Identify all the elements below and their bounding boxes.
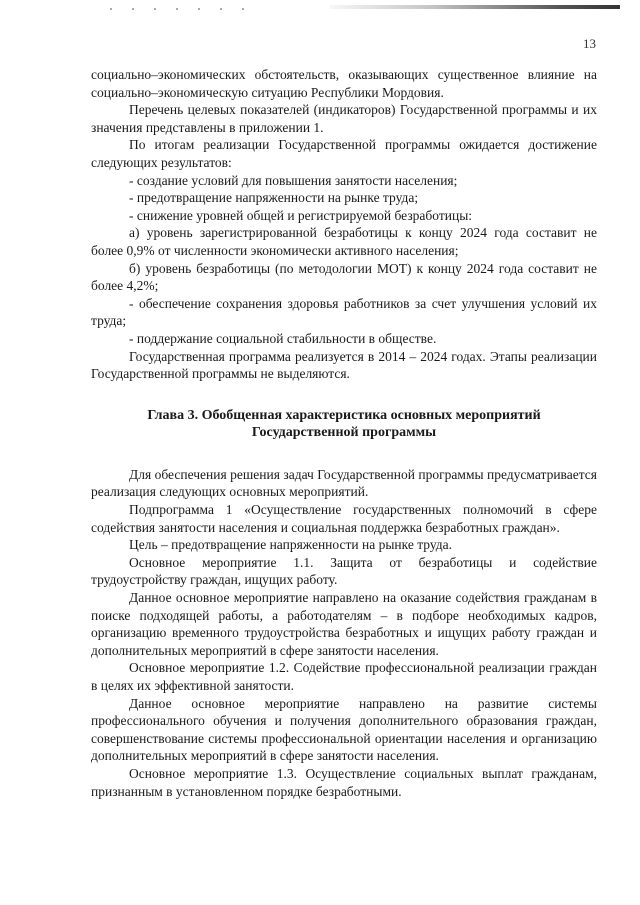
paragraph: Основное мероприятие 1.1. Защита от безработицы и содействие трудоустройству граждан, ищущих работу.	[91, 554, 597, 588]
paragraph: Для обеспечения решения задач Государственной программы предусматривается реализация следующих основных мероприятий.	[91, 466, 597, 500]
list-item: - снижение уровней общей и регистрируемой безработицы:	[129, 207, 473, 223]
list-item: б) уровень безработицы (по методологии МОТ) к концу 2024 года составит не более 4,2%;	[91, 260, 597, 294]
chapter-heading: Глава 3. Обобщенная характеристика основных мероприятий Государственной программы	[147, 407, 541, 441]
paragraph: Государственная программа реализуется в 2014 – 2024 годах. Этапы реализации Государственной программы не выделяются.	[91, 348, 597, 382]
list-item: а) уровень зарегистрированной безработицы к концу 2024 года составит не более 0,9% от численности экономически активного населения;	[91, 225, 597, 258]
list-item: - обеспечение сохранения здоровья работников за счет улучшения условий их труда;	[91, 295, 597, 329]
list-item: - предотвращение напряженности на рынке труда;	[129, 190, 419, 206]
paragraph: Основное мероприятие 1.3. Осуществление социальных выплат гражданам, признанным в установленном порядке безработными.	[91, 765, 597, 799]
paragraph: социально–экономических обстоятельств, оказывающих существенное влияние на социально–экономическую ситуацию Республики Мордовия.	[91, 67, 597, 100]
page-number: 13	[583, 36, 596, 51]
paragraph: По итогам реализации Государственной программы ожидается достижение следующих результатов:	[91, 137, 597, 170]
paragraph: Перечень целевых показателей (индикаторов) Государственной программы и их значения представлены в приложении 1.	[91, 102, 597, 135]
paragraph: Данное основное мероприятие направлено на развитие системы профессионального обучения и получения дополнительного образования граждан, совершенствование системы профессиональной ориентации населения и организацию дополнительных мероприятий в сфере занятости населения.	[91, 695, 597, 764]
paragraph: Основное мероприятие 1.2. Содействие профессиональной реализации граждан в целях их эффективной занятости.	[91, 660, 597, 693]
list-item: - создание условий для повышения занятости населения;	[129, 172, 458, 188]
document-body	[91, 66, 597, 800]
scan-noise-dots	[110, 8, 250, 10]
paragraph: Подпрограмма 1 «Осуществление государственных полномочий в сфере содействия занятости населения и социальная поддержка безработных граждан».	[91, 502, 597, 535]
list-item: - поддержание социальной стабильности в обществе.	[129, 330, 437, 346]
scan-artifact-bar	[0, 0, 640, 14]
paragraph: Цель – предотвращение напряженности на рынке труда.	[129, 537, 452, 553]
paragraph: Данное основное мероприятие направлено на оказание содействия гражданам в поиске подходящей работы, а работодателям – в подборе необходимых кадров, организацию временного трудоустройства безработных и ищущих работу граждан и дополнительных мероприятий в сфере занятости населения.	[91, 590, 597, 658]
scan-noise-streak	[330, 5, 620, 9]
